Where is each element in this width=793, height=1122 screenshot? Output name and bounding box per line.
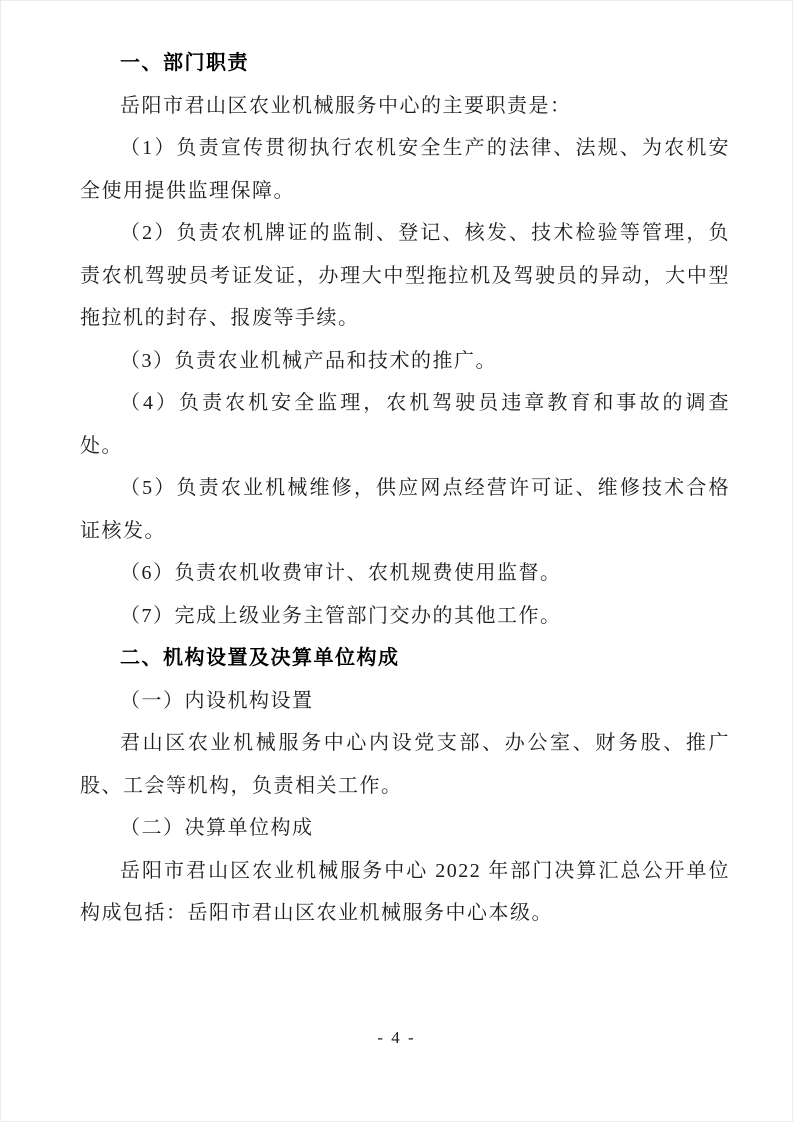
duty-item-3: （3）负责农业机械产品和技术的推广。 bbox=[120, 349, 497, 372]
duty-item-7: （7）完成上级业务主管部门交办的其他工作。 bbox=[120, 604, 562, 627]
duty-item-2: （2）负责农机牌证的监制、登记、核发、技术检验等管理，负责农机驾驶员考证发证，办理大中型拖拉机及驾驶员的异动，大中型拖拉机的封存、报废等手续。 bbox=[80, 222, 730, 329]
section-2-sub-1-body: 君山区农业机械服务中心内设党支部、办公室、财务股、推广股、工会等机构，负责相关工作。 bbox=[80, 732, 730, 797]
document-body bbox=[80, 42, 730, 935]
section-2-sub-2-body: 岳阳市君山区农业机械服务中心 2022 年部门决算汇总公开单位构成包括：岳阳市君山区农业机械服务中心本级。 bbox=[80, 859, 730, 924]
section-1-intro: 岳阳市君山区农业机械服务中心的主要职责是： bbox=[120, 94, 572, 117]
duty-item-1: （1）负责宣传贯彻执行农机安全生产的法律、法规、为农机安全使用提供监理保障。 bbox=[80, 137, 730, 202]
duty-item-4: （4）负责农机安全监理，农机驾驶员违章教育和事故的调查处。 bbox=[80, 392, 730, 457]
page-number: - 4 - bbox=[377, 1028, 416, 1047]
duty-item-5: （5）负责农业机械维修，供应网点经营许可证、维修技术合格证核发。 bbox=[80, 477, 730, 542]
section-2-sub-2-heading: （二）决算单位构成 bbox=[120, 817, 314, 839]
section-1-heading: 一、部门职责 bbox=[120, 52, 249, 74]
section-2-heading: 二、机构设置及决算单位构成 bbox=[120, 647, 400, 669]
duty-item-6: （6）负责农机收费审计、农机规费使用监督。 bbox=[120, 562, 562, 584]
section-2-sub-1-heading: （一）内设机构设置 bbox=[120, 689, 314, 712]
